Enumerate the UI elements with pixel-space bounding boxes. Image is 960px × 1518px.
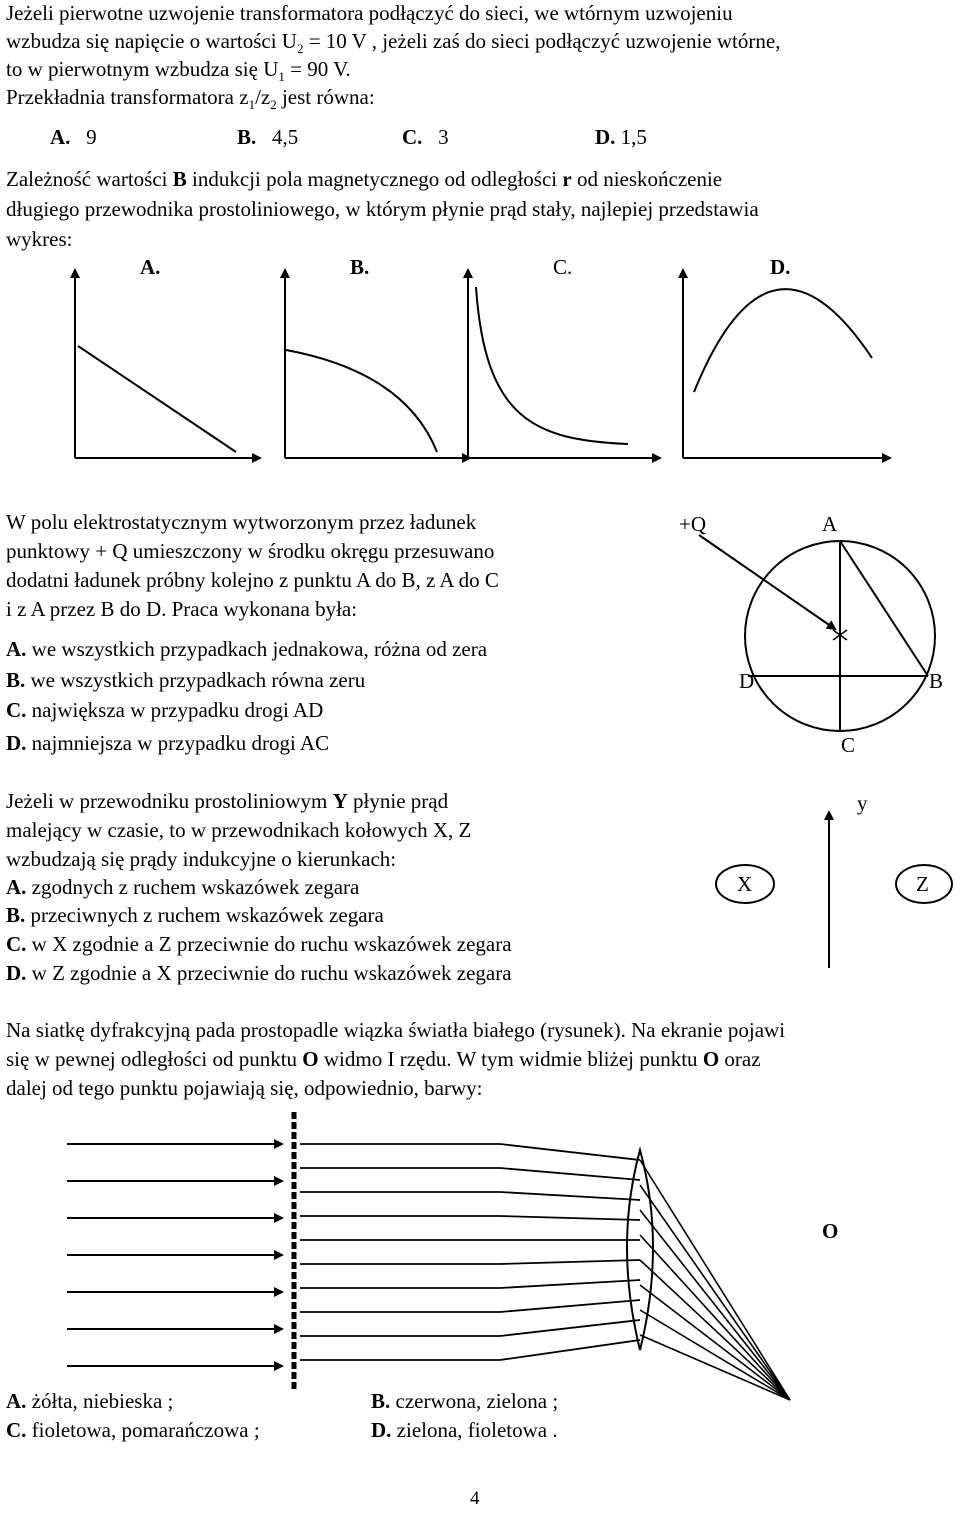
label-point-o: O	[822, 1219, 839, 1243]
q2-line-3: wykres:	[6, 227, 73, 251]
q1-line-3: to w pierwotnym wzbudza się $U_1 = 90$ V.	[6, 57, 351, 85]
label-plus-q: +Q	[679, 512, 707, 536]
label-point-b: B	[929, 669, 944, 693]
q3-line-4: i z A przez B do D. Praca wykonana była:	[6, 597, 358, 621]
q1-line-4: Przekładnia transformatora $z_1/z_2$ jest równa:	[6, 85, 375, 113]
q1-line-1: Jeżeli pierwotne uzwojenie transformatora podłączyć do sieci, we wtórnym uzwojeniu	[6, 1, 733, 25]
q4-line-2: malejący w czasie, to w przewodnikach kołowych X, Z	[6, 818, 472, 842]
label-loop-z: Z	[916, 872, 929, 896]
focused-rays	[640, 1160, 790, 1400]
q4-option-a: A. zgodnych z ruchem wskazówek zegara	[6, 875, 360, 899]
q5-option-b: B. czerwona, zielona ;	[371, 1389, 559, 1413]
q4-line-1: Jeżeli w przewodniku prostoliniowym Y płynie prąd	[6, 789, 449, 813]
q5-line-3: dalej od tego punktu pojawiają się, odpowiednio, barwy:	[6, 1076, 483, 1100]
diffracted-rays	[300, 1144, 640, 1360]
q3-option-d: D. najmniejsza w przypadku drogi AC	[6, 731, 330, 755]
graph-label-d: D.	[770, 255, 791, 279]
q3-line-3: dodatni ładunek próbny kolejno z punktu A do B, z A do C	[6, 568, 499, 592]
q1-option-c: C. 3	[402, 125, 449, 149]
label-wire-y: y	[857, 791, 868, 815]
q5-option-a: A. żółta, niebieska ;	[6, 1389, 174, 1413]
q1-option-d: D. 1,5	[595, 125, 647, 149]
graph-label-b: B.	[350, 255, 370, 279]
graph-d	[683, 270, 890, 458]
q4-option-d: D. w Z zgodnie a X przeciwnie do ruchu wskazówek zegara	[6, 961, 512, 985]
wire-loops-diagram	[716, 791, 952, 968]
graph-label-a: A.	[140, 255, 161, 279]
q5-option-d: D. zielona, fioletowa .	[371, 1418, 558, 1442]
label-point-a: A	[822, 512, 838, 536]
q3-option-b: B. we wszystkich przypadkach równa zeru	[6, 668, 366, 692]
page-number: 4	[470, 1488, 480, 1509]
incident-light-rays	[67, 1144, 282, 1366]
q2-line-1: Zależność wartości B indukcji pola magnetycznego od odległości r od nieskończenie	[6, 167, 723, 191]
graph-c	[468, 270, 660, 458]
q5-line-1: Na siatkę dyfrakcyjną pada prostopadle wiązka światła białego (rysunek). Na ekranie pojawi	[6, 1018, 786, 1042]
q5-line-2: się w pewnej odległości od punktu O widmo I rzędu. W tym widmie bliżej punktu O oraz	[6, 1047, 761, 1071]
q2-line-2: długiego przewodnika prostoliniowego, w którym płynie prąd stały, najlepiej przedstawia	[6, 197, 759, 221]
graph-label-c: C.	[553, 255, 573, 279]
label-point-d: D	[739, 669, 755, 693]
graph-b	[285, 270, 470, 458]
charge-circle-diagram	[679, 512, 943, 757]
graph-a	[75, 270, 260, 458]
label-loop-x: X	[737, 872, 753, 896]
q1-option-a: A. 9	[50, 125, 97, 149]
q4-line-3: wzbudzają się prądy indukcyjne o kierunkach:	[6, 847, 397, 871]
q1-line-2: wzbudza się napięcie o wartości $U_2 = 10$ V , jeżeli zaś do sieci podłączyć uzwojenie wtórne,	[6, 29, 781, 57]
diffraction-diagram	[67, 1112, 838, 1400]
q3-line-2: punktowy + Q umieszczony w środku okręgu przesuwano	[6, 539, 495, 563]
q3-option-a: A. we wszystkich przypadkach jednakowa, różna od zera	[6, 637, 488, 661]
q4-option-c: C. w X zgodnie a Z przeciwnie do ruchu wskazówek zegara	[6, 932, 512, 956]
label-point-c: C	[841, 733, 856, 757]
q1-option-b: B. 4,5	[237, 125, 299, 149]
q4-option-b: B. przeciwnych z ruchem wskazówek zegara	[6, 903, 384, 927]
q3-line-1: W polu elektrostatycznym wytworzonym przez ładunek	[6, 510, 477, 534]
q3-option-c: C. największa w przypadku drogi AD	[6, 698, 324, 722]
q5-option-c: C. fioletowa, pomarańczowa ;	[6, 1418, 260, 1442]
